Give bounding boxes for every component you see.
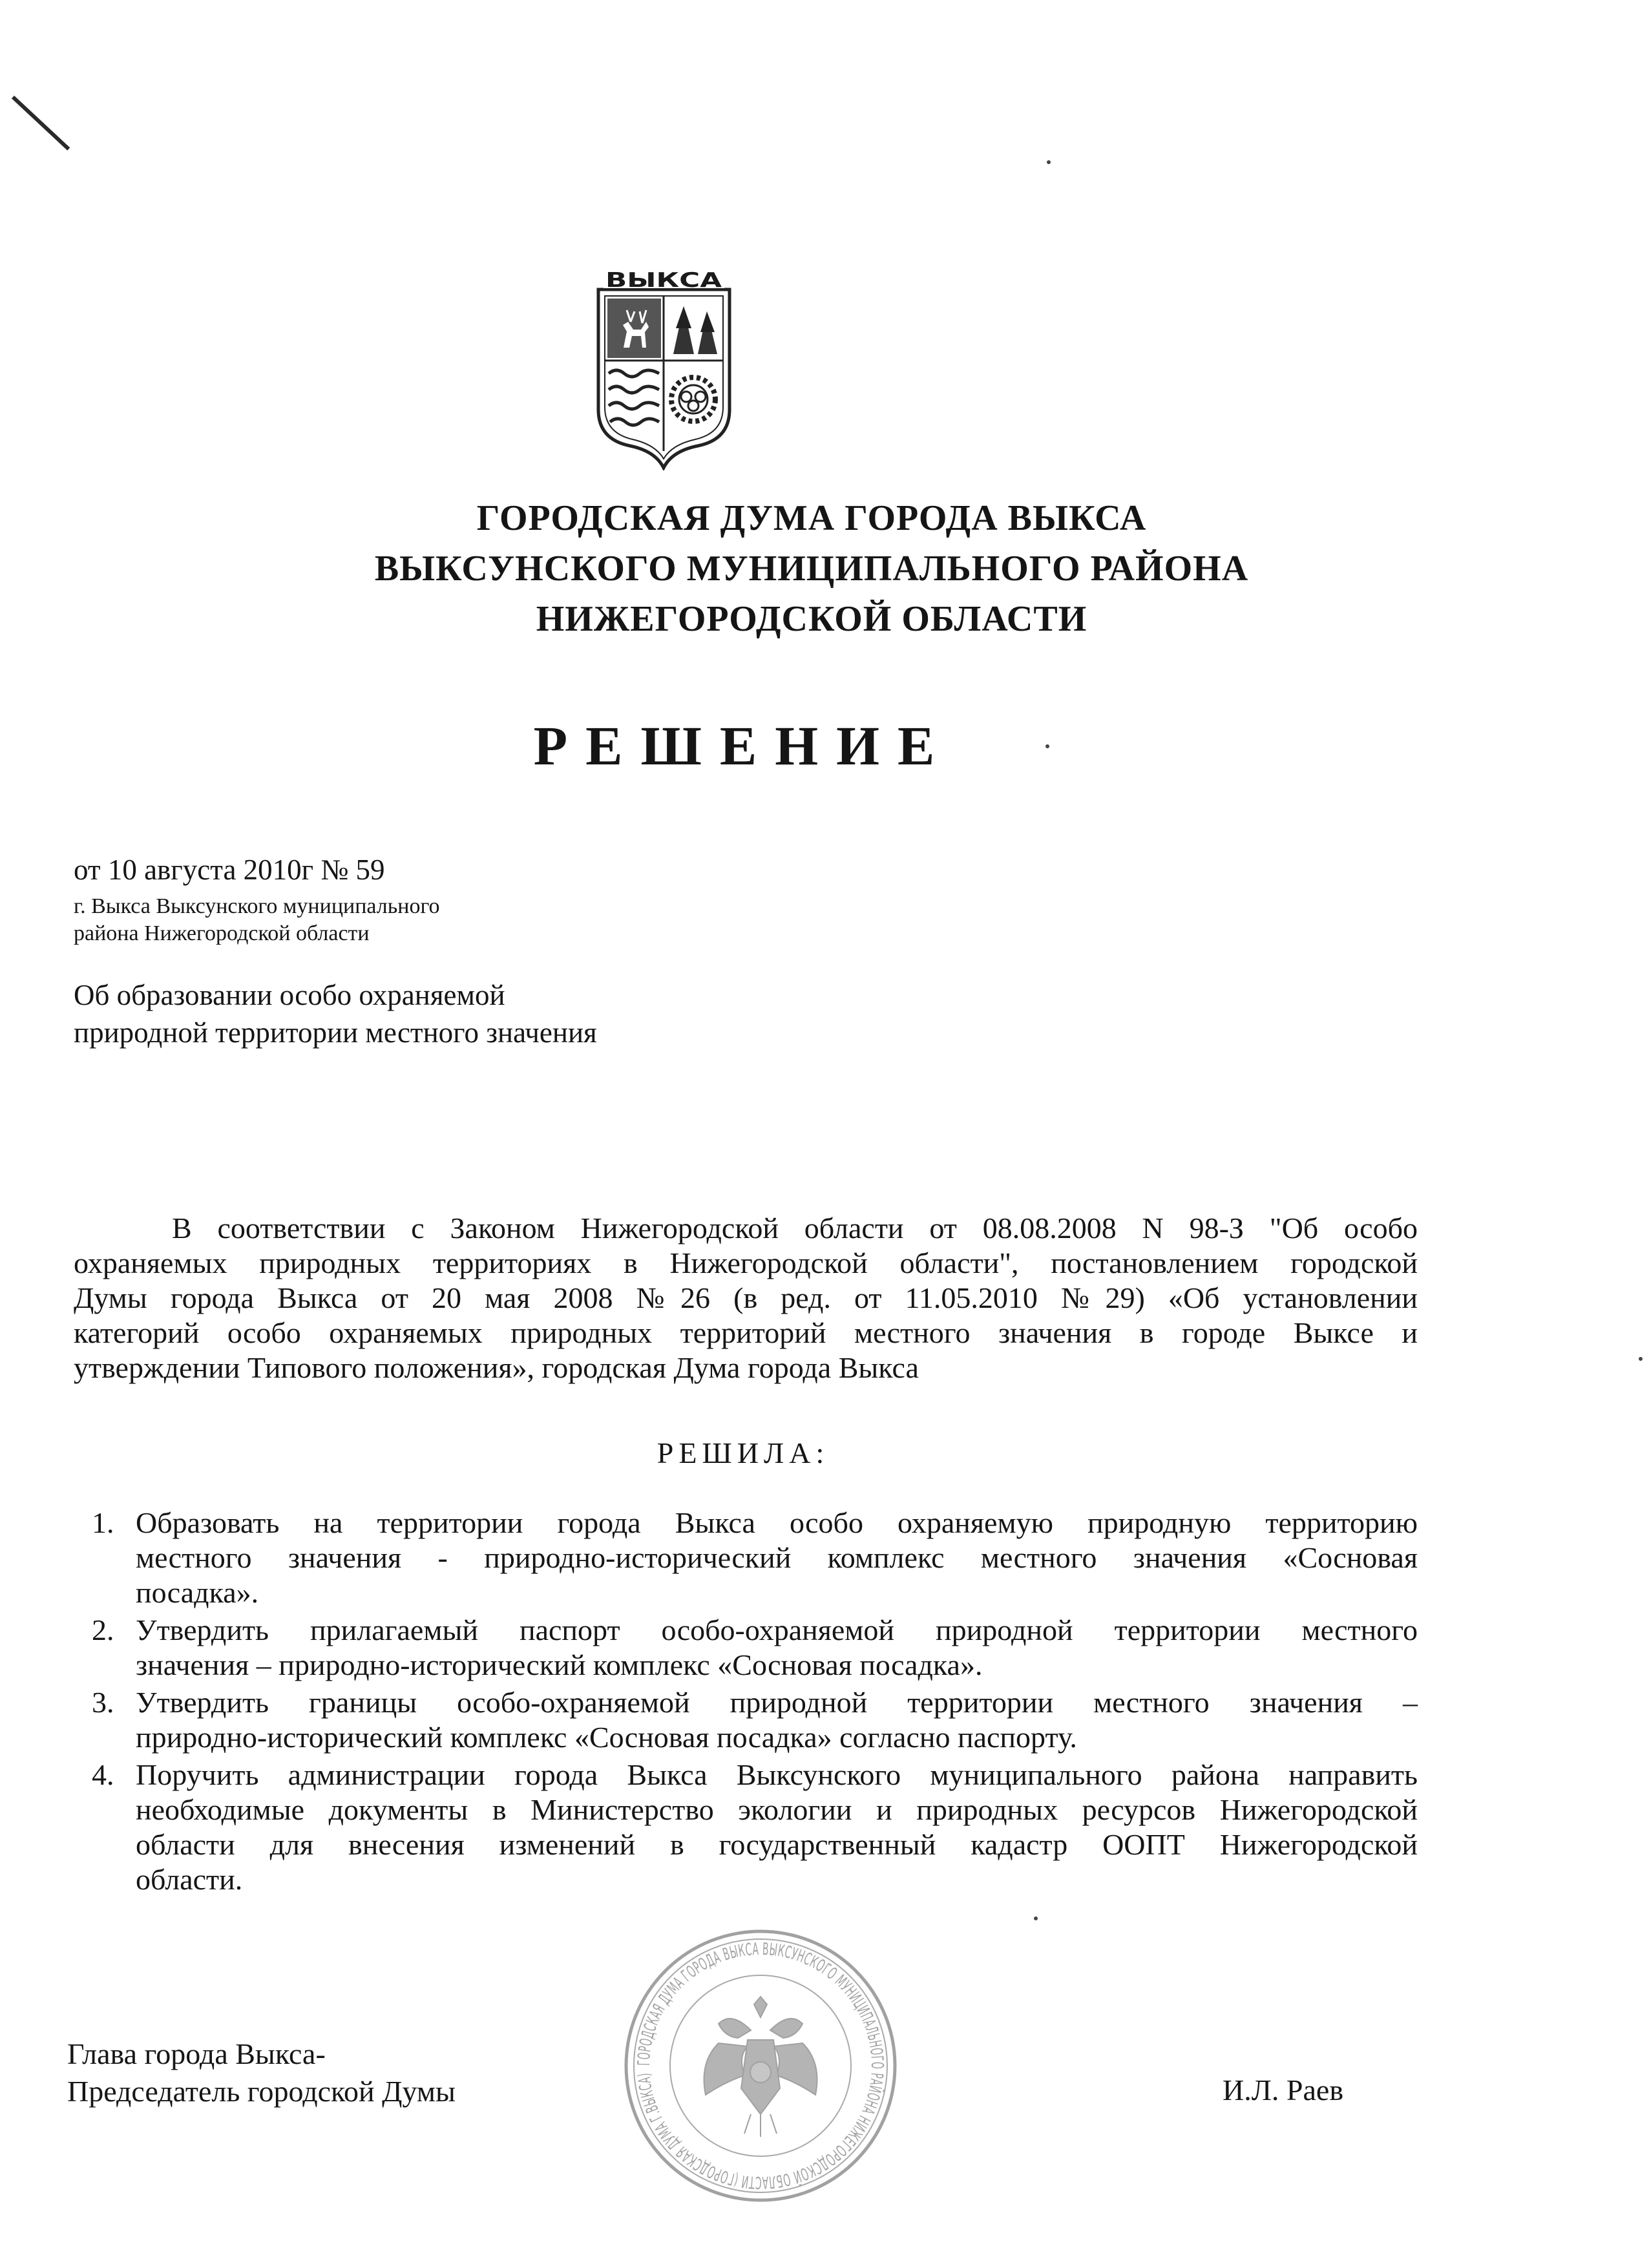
seal-text: ГОРОДСКАЯ ДУМА ГОРОДА ВЫКСА ВЫКСУНСКОГО МУНИЦИПАЛЬНОГО РАЙОНА НИЖЕГОРОДСКОЙ ОБЛАСТИ (ГОРОДСКАЯ ДУМА Г.ВЫКСА)	[634, 1939, 887, 2192]
preamble-paragraph	[74, 1211, 1418, 1385]
preamble-line: охраняемых природных территориях в Нижегородской области", постановлением городской	[74, 1246, 1418, 1279]
item-line: посадка».	[136, 1576, 259, 1609]
item-line: Утвердить прилагаемый паспорт особо-охраняемой природной территории местного	[136, 1613, 1418, 1646]
item-line: необходимые документы в Министерство экологии и природных ресурсов Нижегородской	[136, 1793, 1418, 1826]
place-line: района Нижегородской области	[74, 921, 370, 945]
subject-line: природной территории местного значения	[74, 1016, 597, 1049]
header-line-1: ГОРОДСКАЯ ДУМА ГОРОДА ВЫКСА	[476, 498, 1147, 538]
preamble-line: категорий особо охраняемых природных территорий местного значения в городе Выксе и	[74, 1316, 1418, 1349]
list-item	[74, 1506, 1418, 1610]
subject-line: Об образовании особо охраняемой	[74, 979, 505, 1011]
list-item	[74, 1685, 1418, 1755]
header-line-3: НИЖЕГОРОДСКОЙ ОБЛАСТИ	[536, 599, 1087, 639]
item-line: Утвердить границы особо-охраняемой природной территории местного значения –	[136, 1686, 1418, 1719]
document-title: РЕШЕНИЕ	[533, 715, 953, 777]
scan-dot	[1639, 1357, 1643, 1361]
emblem-text: ВЫКСА	[605, 270, 722, 292]
scan-dot	[1047, 160, 1051, 164]
scan-dot	[1034, 1916, 1038, 1920]
resolved-heading: РЕШИЛА:	[656, 1436, 830, 1469]
signature-title-line: Председатель городской Думы	[67, 2075, 456, 2108]
header-line-2: ВЫКСУНСКОГО МУНИЦИПАЛЬНОГО РАЙОНА	[374, 549, 1249, 589]
preamble-line: Думы города Выкса от 20 мая 2008 №26 (в ред. от 11.05.2010 №29) «Об установлении	[74, 1281, 1418, 1314]
list-item	[74, 1758, 1418, 1897]
item-number: 1.	[92, 1506, 114, 1539]
list-item	[74, 1613, 1418, 1683]
item-line: природно-исторический комплекс «Сосновая посадка» согласно паспорту.	[136, 1721, 1077, 1754]
scan-mark	[12, 96, 70, 151]
preamble-line: В соответствии с Законом Нижегородской области от 08.08.2008 N 98-З "Об особо	[172, 1212, 1418, 1244]
decision-list	[74, 1506, 1418, 1897]
signature-title-line: Глава города Выкса-	[67, 2037, 326, 2070]
item-line: Поручить администрации города Выкса Выксунского муниципального района направить	[136, 1758, 1418, 1791]
item-line: области для внесения изменений в государственный кадастр ООПТ Нижегородской	[136, 1828, 1418, 1861]
signer-name: И.Л. Раев	[1223, 2074, 1344, 2106]
signature-title	[67, 2035, 456, 2110]
item-line: Образовать на территории города Выкса особо охраняемую природную территорию	[136, 1506, 1418, 1539]
item-number: 4.	[92, 1758, 114, 1791]
item-line: области.	[136, 1863, 243, 1896]
item-line: значения – природно-исторический комплекс «Сосновая посадка».	[136, 1648, 983, 1681]
item-line: местного значения - природно-исторический комплекс местного значения «Сосновая	[136, 1541, 1418, 1574]
item-number: 3.	[92, 1686, 114, 1719]
coat-of-arms-icon	[594, 270, 733, 470]
item-number: 2.	[92, 1613, 114, 1646]
date-number: от 10 августа 2010г № 59	[74, 854, 385, 886]
double-headed-eagle-icon	[704, 1997, 817, 2137]
official-seal	[622, 1927, 899, 2205]
place-line: г. Выкса Выксунского муниципального	[74, 894, 440, 918]
preamble-line: утверждении Типового положения», городская Дума города Выкса	[74, 1351, 919, 1384]
